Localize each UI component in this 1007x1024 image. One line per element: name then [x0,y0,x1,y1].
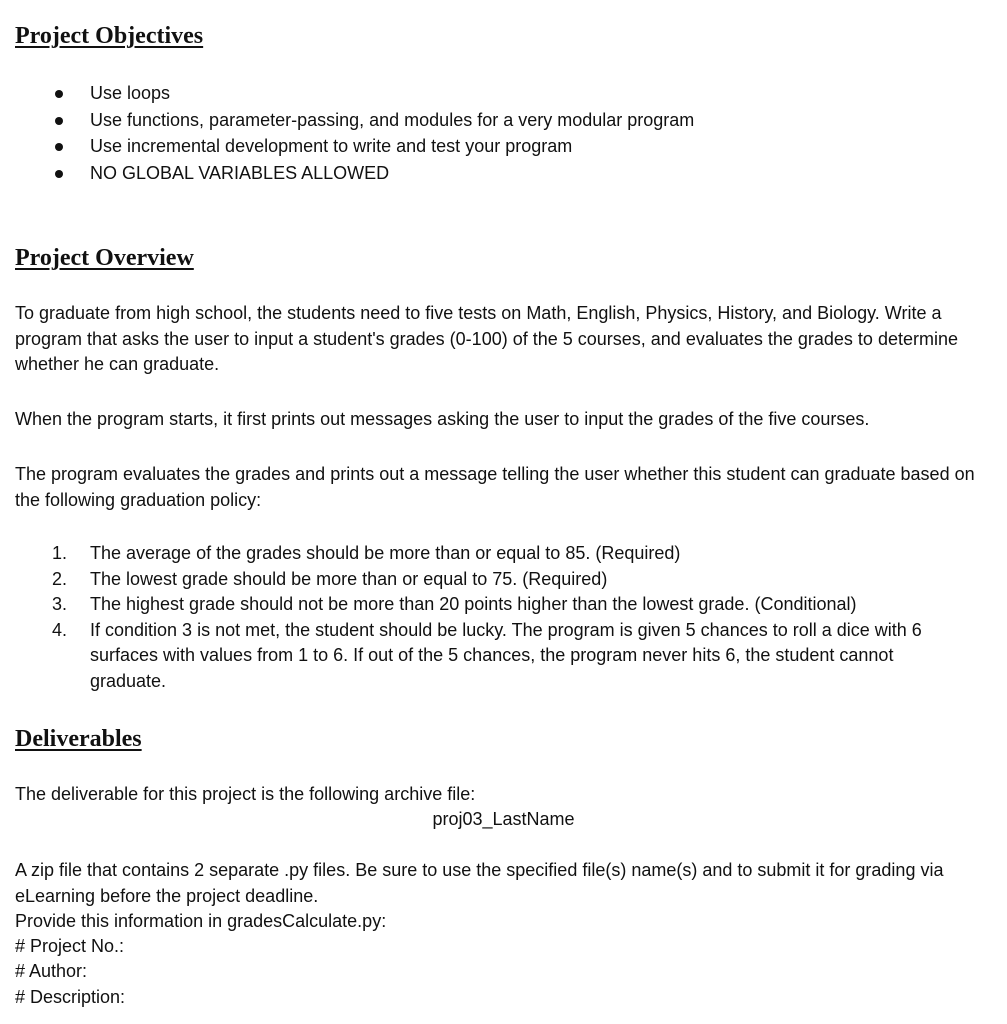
header-comment-line: # Description: [15,987,126,1007]
policy-text: If condition 3 is not met, the student should be lucky. The program is given 5 chances to roll a dice with 6 surfaces with values from 1 to 6. If out of the 5 chances, the program never hits 6, the student cannot graduate. [90,619,922,691]
policy-number: 1. [52,543,68,563]
program-start-paragraph: When the program starts, it first prints out messages asking the user to input the grades of the five courses. [15,409,870,429]
bullet-dot-icon [55,117,63,125]
policy-item [0,618,970,695]
deliverables-heading: Deliverables [15,726,142,752]
objective-text: Use incremental development to write and test your program [90,136,573,156]
overview-paragraph: To graduate from high school, the students need to five tests on Math, English, Physics, History, and Biology. Write a program that asks the user to input a student's grades (0-100) of the 5 courses, and evaluates the grades to determine whether he can graduate. [15,303,958,374]
deliverable-intro: The deliverable for this project is the following archive file: [15,784,476,804]
policy-item [0,541,970,567]
objective-text: Use loops [90,83,171,103]
objective-text: Use functions, parameter-passing, and modules for a very modular program [90,109,695,130]
archive-filename: proj03_LastName [432,809,575,829]
zip-note: A zip file that contains 2 separate .py files. Be sure to use the specified file(s) name(s) and to submit it for grading via eLearning before the project deadline. [15,860,944,906]
policy-number: 3. [52,594,68,614]
policy-text: The lowest grade should be more than or equal to 75. (Required) [90,568,608,589]
evaluation-paragraph: The program evaluates the grades and prints out a message telling the user whether this student can graduate based on the following graduation policy: [15,464,975,510]
bullet-dot-icon [55,90,63,98]
policy-text: The highest grade should not be more than 20 points higher than the lowest grade. (Conditional) [90,594,857,614]
header-comment-line: # Author: [15,961,88,981]
bullet-dot-icon [55,170,63,178]
bullet-dot-icon [55,143,63,151]
objectives-heading: Project Objectives [15,23,204,49]
policy-number: 2. [52,568,68,589]
policy-number: 4. [52,619,68,640]
policy-item [0,567,970,593]
provide-info-line: Provide this information in gradesCalculate.py: [15,911,387,931]
policy-item [0,592,970,618]
graduation-policy-list [0,541,970,694]
policy-text: The average of the grades should be more than or equal to 85. (Required) [90,543,681,563]
header-comment-line: # Project No.: [15,936,125,956]
overview-heading: Project Overview [15,245,194,271]
objective-text: NO GLOBAL VARIABLES ALLOWED [90,162,390,183]
